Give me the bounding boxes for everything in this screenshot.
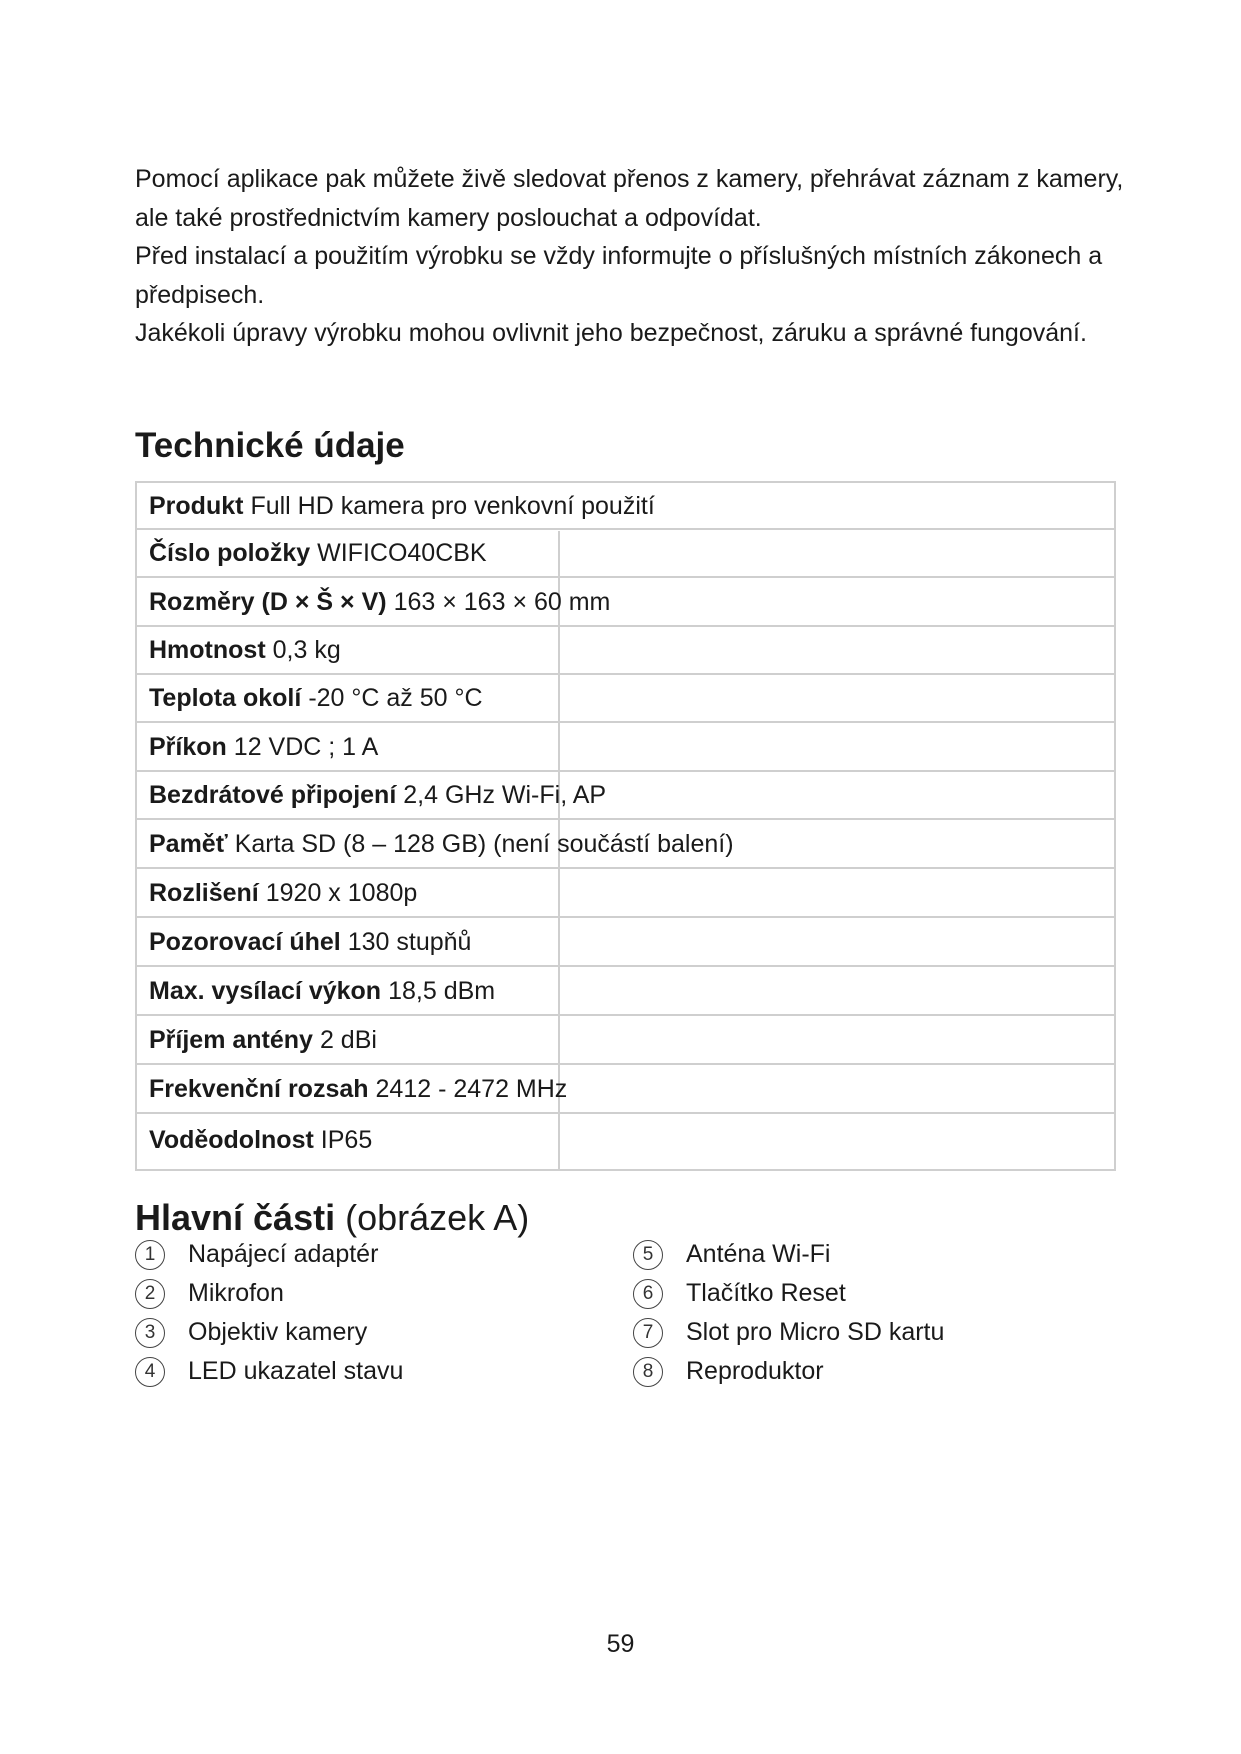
spec-label: Paměť [149,829,228,858]
part-label: Anténa Wi-Fi [686,1240,831,1268]
table-row [137,627,1114,675]
part-label: Napájecí adaptér [188,1240,379,1268]
spec-value: 2412 - 2472 MHz [375,1074,568,1103]
parts-heading [135,1196,529,1240]
page-number: 59 [606,1630,635,1658]
part-label: Slot pro Micro SD kartu [686,1318,945,1346]
table-row [137,869,1114,918]
part-label: Mikrofon [188,1279,284,1307]
table-row [137,772,1114,820]
table-row [137,723,1114,772]
spec-label: Hmotnost [149,636,266,664]
spec-value: 18,5 dBm [388,976,496,1005]
intro-paragraph: Před instalací a použitím výrobku se vždy informujte o příslušných místních zákonech a předpisech. [135,242,1103,309]
list-item [633,1313,944,1352]
part-label: LED ukazatel stavu [188,1357,404,1385]
table-row [137,1016,1114,1065]
specs-table [135,481,1116,1171]
list-item [633,1352,944,1391]
number-badge: 2 [135,1279,165,1309]
table-row [137,675,1114,723]
parts-heading-rest: (obrázek A) [345,1197,530,1238]
spec-value: 0,3 kg [272,636,341,664]
table-row [137,1114,1114,1165]
list-item [135,1274,403,1313]
spec-label: Příjem antény [149,1025,313,1054]
table-row [137,820,1114,869]
spec-value: 163 × 163 × 60 mm [393,587,611,616]
spec-value: Karta SD (8 – 128 GB) (není součástí balení) [234,829,734,858]
spec-label: Bezdrátové připojení [149,781,397,809]
number-badge: 5 [633,1240,663,1270]
spec-label: Frekvenční rozsah [149,1074,369,1103]
parts-list-left [135,1235,403,1391]
list-item [135,1235,403,1274]
part-label: Objektiv kamery [188,1318,368,1346]
spec-label: Voděodolnost [149,1125,314,1154]
spec-label: Max. vysílací výkon [149,976,382,1005]
spec-label: Pozorovací úhel [149,927,341,956]
specs-heading: Technické údaje [135,426,405,465]
table-row [137,578,1114,627]
intro-paragraph: Pomocí aplikace pak můžete živě sledovat přenos z kamery, přehrávat záznam z kamery, ale také prostřednictvím kamery poslouchat a odpovídat. [135,165,1124,232]
table-row [137,1065,1114,1114]
intro-text [135,160,1125,353]
number-badge: 6 [633,1279,663,1309]
list-item [135,1313,403,1352]
spec-value: 1920 x 1080p [265,878,418,907]
parts-list-right [633,1235,944,1391]
spec-label: Číslo položky [149,539,311,567]
spec-label: Rozlišení [149,878,259,907]
intro-paragraph: Jakékoli úpravy výrobku mohou ovlivnit jeho bezpečnost, záruku a správné fungování. [135,319,1087,347]
spec-value: 2,4 GHz Wi-Fi, AP [403,781,607,809]
parts-heading-bold: Hlavní části [135,1197,336,1238]
part-label: Reproduktor [686,1357,824,1385]
number-badge: 8 [633,1357,663,1387]
table-row [137,483,1114,530]
spec-value: 12 VDC ; 1 A [233,732,379,761]
spec-value: WIFICO40CBK [317,539,487,567]
spec-value: IP65 [320,1125,373,1154]
list-item [633,1235,944,1274]
number-badge: 4 [135,1357,165,1387]
table-row [137,967,1114,1016]
table-row [137,530,1114,578]
list-item [135,1352,403,1391]
spec-label: Teplota okolí [149,684,302,712]
part-label: Tlačítko Reset [686,1279,846,1307]
table-row [137,918,1114,967]
number-badge: 1 [135,1240,165,1270]
spec-label: Rozměry (D × Š × V) [149,587,387,616]
spec-value: 130 stupňů [347,927,472,956]
number-badge: 7 [633,1318,663,1348]
number-badge: 3 [135,1318,165,1348]
spec-value: 2 dBi [319,1025,377,1054]
spec-label: Příkon [149,732,227,761]
spec-label: Produkt [149,491,244,520]
spec-value: -20 °C až 50 °C [308,684,483,712]
spec-value: Full HD kamera pro venkovní použití [250,491,655,520]
list-item [633,1274,944,1313]
